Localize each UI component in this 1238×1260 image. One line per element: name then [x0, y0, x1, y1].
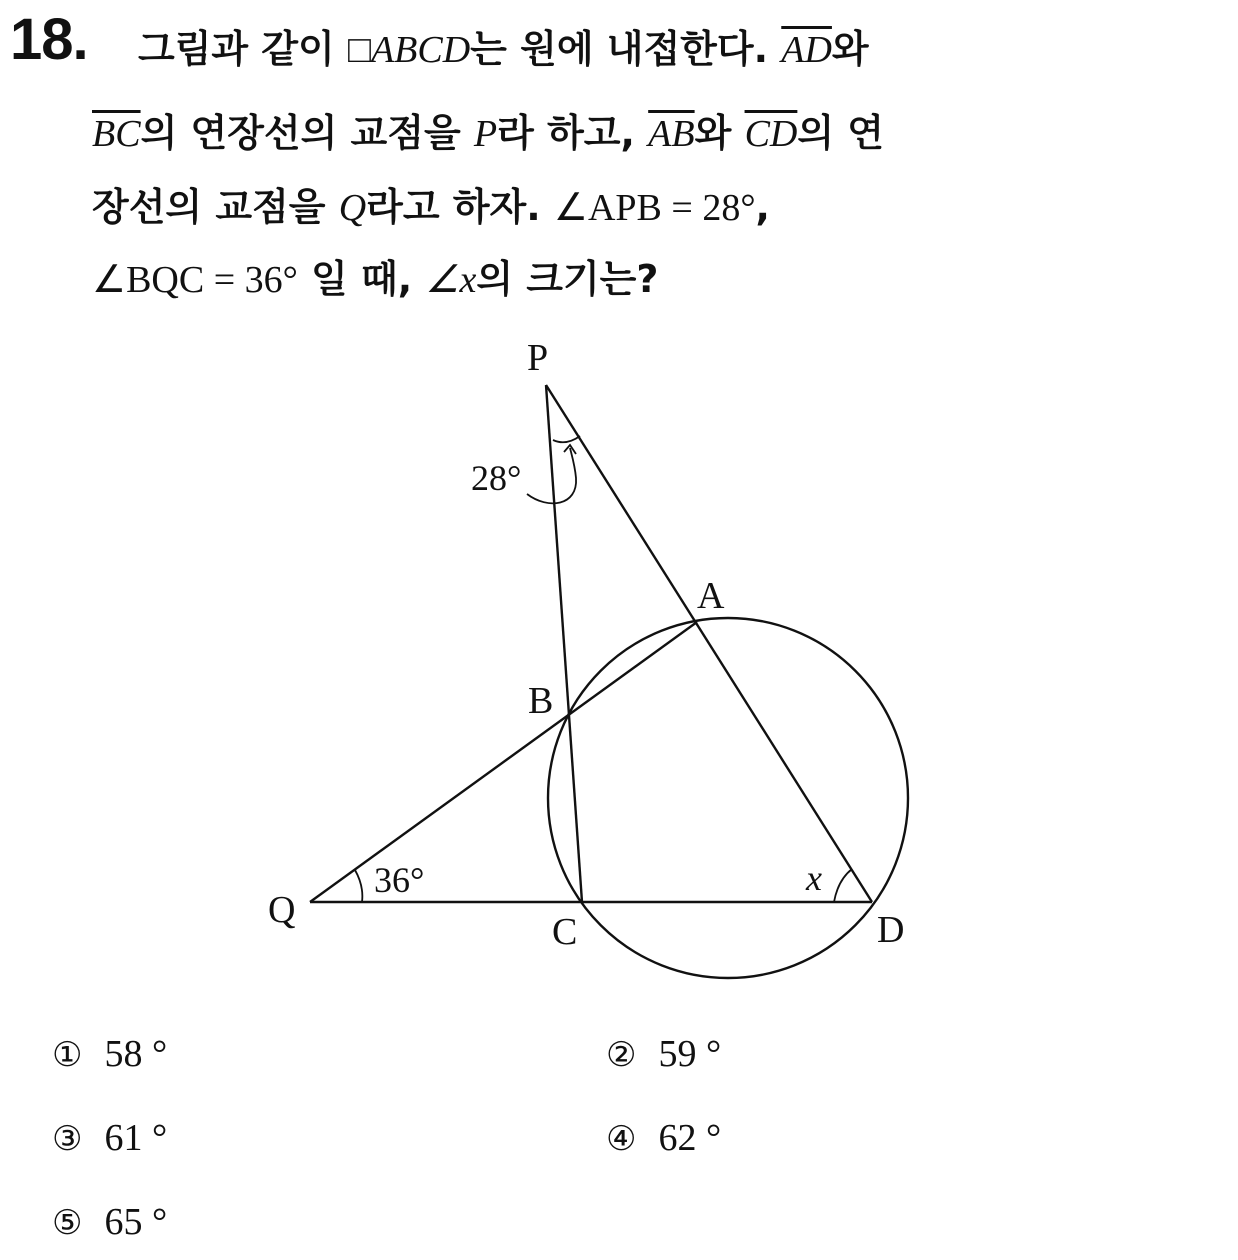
choice-marker: ②: [606, 1035, 637, 1075]
question-text: 와: [831, 27, 869, 71]
segment-cd: $\overline{CD}$: [744, 113, 798, 155]
choice-marker: ③: [52, 1119, 83, 1159]
question-number: 18.: [10, 7, 88, 72]
choice-4[interactable]: [606, 1116, 721, 1160]
angle-arc-d: [834, 869, 852, 902]
label-d: D: [877, 909, 905, 951]
choice-marker: ④: [606, 1119, 637, 1159]
question-text: 일 때,: [297, 257, 426, 301]
angle-x-ref: ∠x: [425, 259, 477, 301]
choice-value: 59 °: [658, 1033, 722, 1075]
angle-q-label: 36°: [374, 860, 425, 900]
segment-ad: $\overline{AD}$: [781, 29, 832, 71]
quadrilateral-label: □ABCD: [348, 29, 471, 71]
question-text: 와: [694, 111, 745, 155]
segment-ab: $\overline{AB}$: [648, 113, 695, 155]
question-text: 장선의 교점을: [92, 185, 339, 229]
choice-marker: ⑤: [52, 1203, 83, 1243]
label-b: B: [528, 680, 554, 722]
choice-value: 62 °: [658, 1117, 722, 1159]
angle-p-label: 28°: [471, 458, 522, 498]
choice-marker: ①: [52, 1035, 83, 1075]
point-p-ref: P: [473, 113, 498, 155]
point-q-ref: Q: [338, 187, 367, 229]
question-text: 라고 하자.: [366, 185, 554, 229]
question-text: ,: [755, 185, 770, 229]
choice-5[interactable]: [52, 1200, 167, 1244]
question-text: 의 연장선의 교점을: [140, 111, 474, 155]
question-text: 의 연: [797, 111, 885, 155]
label-p: P: [527, 337, 549, 379]
angle-arc-q: [355, 870, 362, 902]
angle-bqc-given: ∠BQC = 36°: [92, 259, 298, 301]
choice-3[interactable]: [52, 1116, 167, 1160]
angle-x-label: x: [806, 858, 822, 898]
choice-value: 65 °: [104, 1201, 168, 1243]
label-a: A: [697, 575, 725, 617]
angle-apb-given: ∠APB = 28°: [553, 187, 756, 229]
angle-arc-p: [553, 436, 580, 442]
line-qa: [310, 622, 697, 902]
choice-value: 58 °: [104, 1033, 168, 1075]
choice-1[interactable]: [52, 1032, 167, 1076]
line-pc: [546, 385, 582, 902]
question-text: 는 원에 내접한다.: [470, 27, 782, 71]
label-c: C: [552, 911, 578, 953]
choice-value: 61 °: [104, 1117, 168, 1159]
segment-bc: $\overline{BC}$: [92, 113, 141, 155]
question-text: 라 하고,: [497, 111, 649, 155]
line-pd: [546, 385, 872, 902]
question-text: 그림과 같이: [138, 27, 348, 71]
label-q: Q: [268, 889, 296, 931]
question-text: 의 크기는?: [476, 257, 659, 301]
choice-2[interactable]: [606, 1032, 721, 1076]
